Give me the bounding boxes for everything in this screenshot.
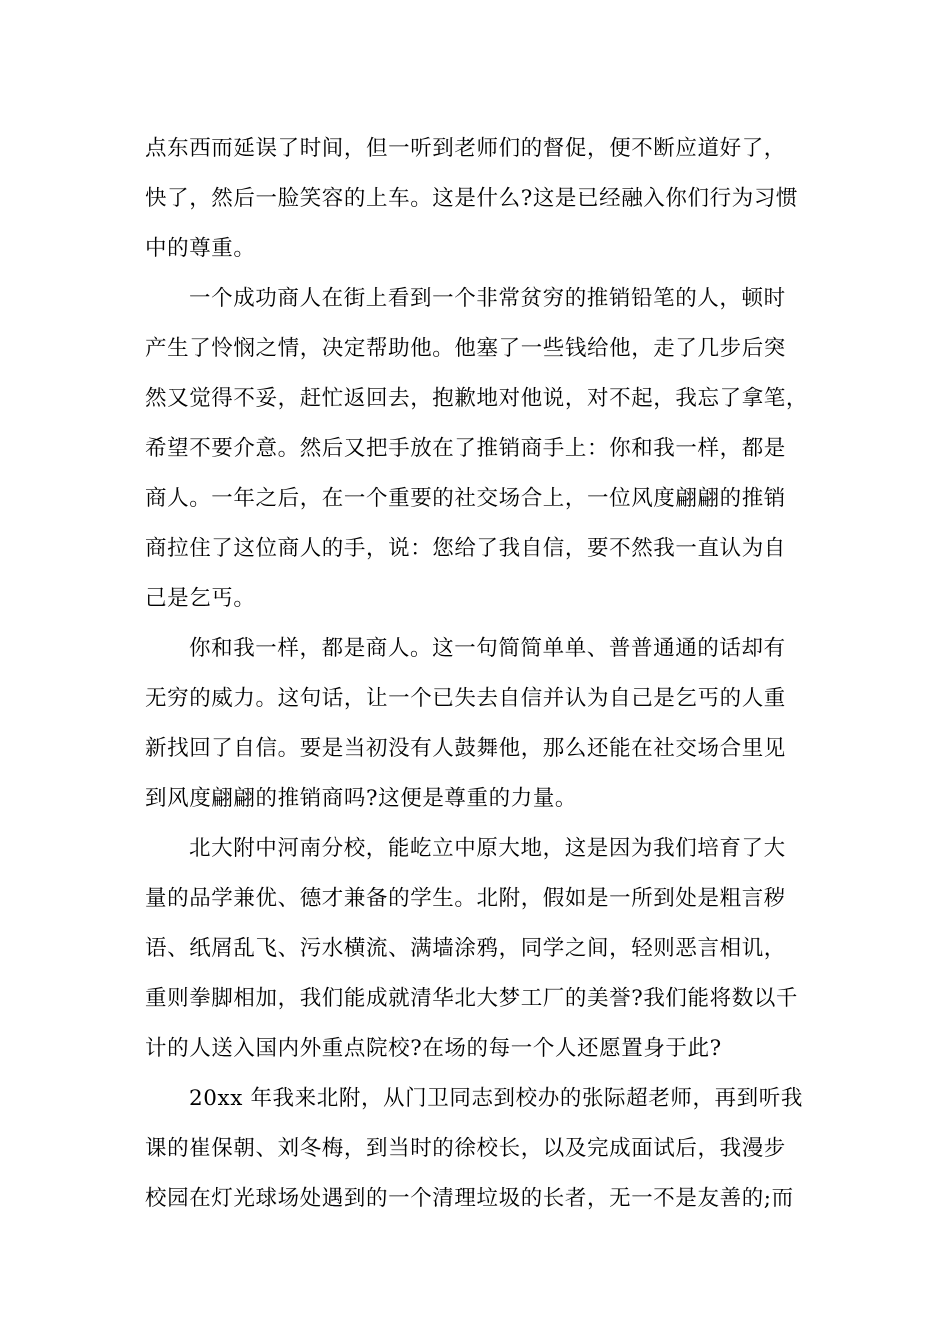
- text-line: 商拉住了这位商人的手，说：您给了我自信，要不然我一直认为自: [145, 536, 786, 561]
- paragraph-start-line: 一个成功商人在街上看到一个非常贫穷的推销铅笔的人，顿时: [189, 286, 786, 311]
- paragraph-start-line: 你和我一样，都是商人。这一句简简单单、普普通通的话却有: [189, 636, 786, 661]
- text-line: 无穷的威力。这句话，让一个已失去自信并认为自己是乞丐的人重: [145, 686, 786, 711]
- text-line: 希望不要介意。然后又把手放在了推销商手上：你和我一样，都是: [145, 436, 786, 461]
- text-line: 重则拳脚相加，我们能成就清华北大梦工厂的美誉?我们能将数以千: [145, 986, 799, 1011]
- text-line: 校园在灯光球场处遇到的一个清理垃圾的长者，无一不是友善的;而: [145, 1186, 794, 1211]
- text-line: 产生了怜悯之情，决定帮助他。他塞了一些钱给他，走了几步后突: [145, 336, 786, 361]
- text-line: 中的尊重。: [145, 236, 256, 261]
- text-line: 点东西而延误了时间，但一听到老师们的督促，便不断应道好了，: [145, 136, 786, 161]
- text-line: 语、纸屑乱飞、污水横流、满墙涂鸦，同学之间，轻则恶言相讥，: [145, 936, 786, 961]
- text-line: 商人。一年之后，在一个重要的社交场合上，一位风度翩翩的推销: [145, 486, 786, 511]
- text-line: 快了，然后一脸笑容的上车。这是什么?这是已经融入你们行为习惯: [145, 186, 799, 211]
- text-line: 然又觉得不妥，赶忙返回去，抱歉地对他说，对不起，我忘了拿笔，: [145, 386, 809, 411]
- text-line: 到风度翩翩的推销商吗?这便是尊重的力量。: [145, 786, 578, 811]
- paragraph-start-line: 北大附中河南分校，能屹立中原大地，这是因为我们培育了大: [189, 836, 786, 861]
- document-body: [145, 124, 810, 1224]
- paragraph-start-line: 20xx 年我来北附，从门卫同志到校办的张际超老师，再到听我: [189, 1086, 803, 1111]
- text-line: 新找回了自信。要是当初没有人鼓舞他，那么还能在社交场合里见: [145, 736, 786, 761]
- text-line: 量的品学兼优、德才兼备的学生。北附，假如是一所到处是粗言秽: [145, 886, 786, 911]
- text-line: 计的人送入国内外重点院校?在场的每一个人还愿置身于此?: [145, 1036, 722, 1061]
- text-line: 己是乞丐。: [145, 586, 256, 611]
- text-line: 课的崔保朝、刘冬梅，到当时的徐校长，以及完成面试后，我漫步: [145, 1136, 786, 1161]
